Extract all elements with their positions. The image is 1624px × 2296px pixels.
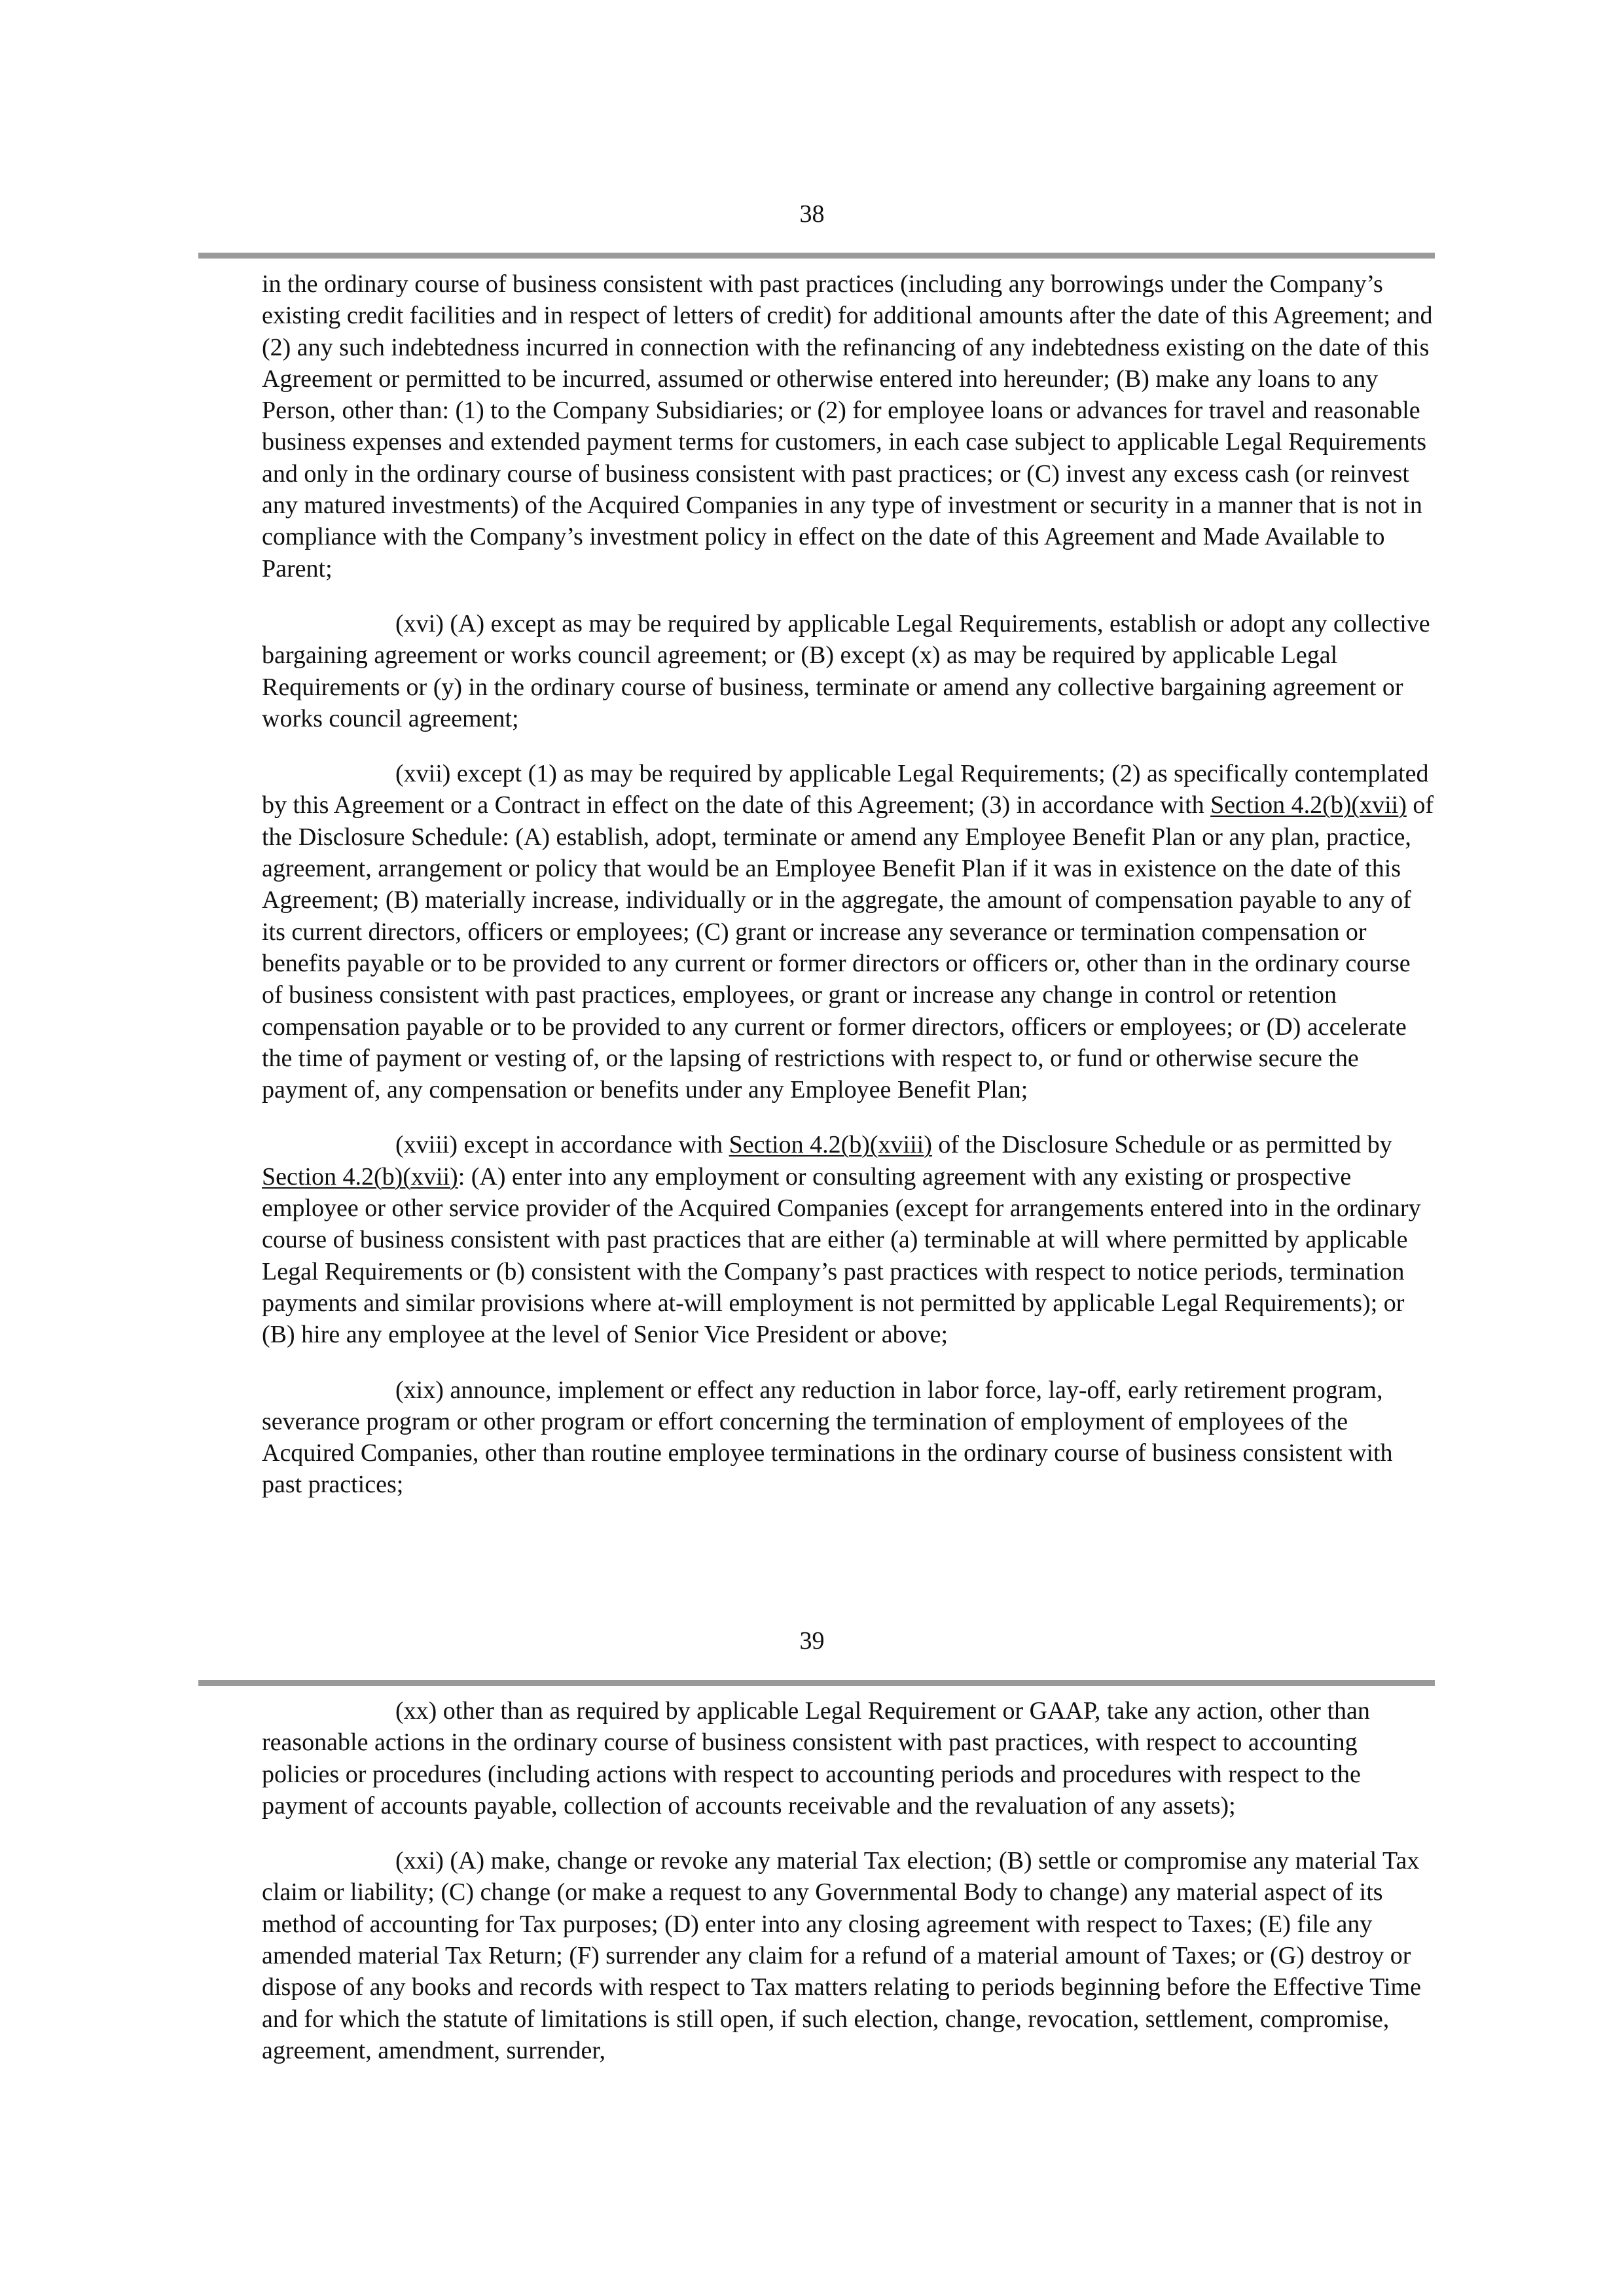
clause-xx (262, 1695, 1434, 1821)
clause-text: of the Disclosure Schedule or as permitted by (931, 1131, 1392, 1159)
page-number-39: 39 (799, 1627, 825, 1655)
page-divider-bottom (198, 1680, 1435, 1686)
clause-xix (262, 1374, 1434, 1501)
clause-text: (xix) announce, implement or effect any reduction in labor force, lay-off, early retirement program, severance program or other program or effort concerning the termination of employment of employees of the Acquired Companies, other than routine employee terminations in the ordinary course of business consistent with past practices; (262, 1376, 1393, 1499)
clause-text: : (A) enter into any employment or consulting agreement with any existing or prospective employee or other service provider of the Acquired Companies (except for arrangements entered into in the ordinary course of business consistent with past practices that are either (a) terminable at will where permitted by applicable Legal Requirements or (b) consistent with the Company’s past practices with respect to notice periods, termination payments and similar provisions where at-will employment is not permitted by applicable Legal Requirements); or (B) hire any employee at the level of Senior Vice President or above; (262, 1162, 1421, 1349)
page-38-body (262, 268, 1434, 1524)
page-number-38: 38 (799, 200, 825, 228)
clause-xxi (262, 1845, 1434, 2066)
clause-xviii (262, 1129, 1434, 1350)
clause-text: (xx) other than as required by applicable Legal Requirement or GAAP, take any action, other than reasonable actions in the ordinary course of business consistent with past practices, with respect to accounting policies or procedures (including actions with respect to accounting periods and procedures with respect to the payment of accounts payable, collection of accounts receivable and the revaluation of any assets); (262, 1697, 1370, 1820)
clause-text: in the ordinary course of business consistent with past practices (including any borrowings under the Company’s existing credit facilities and in respect of letters of credit) for additional amounts after the date of this Agreement; and (2) any such indebtedness incurred in connection with the refinancing of any indebtedness existing on the date of this Agreement or permitted to be incurred, assumed or otherwise entered into hereunder; (B) make any loans to any Person, other than: (1) to the Company Subsidiaries; or (2) for employee loans or advances for travel and reasonable business expenses and extended payment terms for customers, in each case subject to applicable Legal Requirements and only in the ordinary course of business consistent with past practices; or (C) invest any excess cash (or reinvest any matured investments) of the Acquired Companies in any type of investment or security in a manner that is not in compliance with the Company’s investment policy in effect on the date of this Agreement and Made Available to Parent; (262, 270, 1433, 583)
clause-text: (xviii) except in accordance with (395, 1131, 729, 1159)
clause-text: (xvii) except (1) as may be required by applicable Legal Requirements; (2) as specifically contemplated by this Agreement or a Contract in effect on the date of this Agreement; (3) in accordance with (262, 760, 1429, 819)
clause-text: of the Disclosure Schedule: (A) establish, adopt, terminate or amend any Employee Benefit Plan or any plan, practice, agreement, arrangement or policy that would be an Employee Benefit Plan if it was in existence on the date of this Agreement; (B) materially increase, individually or in the aggregate, the amount of compensation payable to any of its current directors, officers or employees; (C) grant or increase any severance or termination compensation or benefits payable or to be provided to any current or former directors or officers or, other than in the ordinary course of business consistent with past practices, employees, or grant or increase any change in control or retention compensation payable or to be provided to any current or former directors, officers or employees; or (D) accelerate the time of payment or vesting of, or the lapsing of restrictions with respect to, or fund or otherwise secure the payment of, any compensation or benefits under any Employee Benefit Plan; (262, 791, 1434, 1104)
clause-text: (xvi) (A) except as may be required by applicable Legal Requirements, establish or adopt any collective bargaining agreement or works council agreement; or (B) except (x) as may be required by applicable Legal Requirements or (y) in the ordinary course of business, terminate or amend any collective bargaining agreement or works council agreement; (262, 609, 1430, 732)
clause-xvii (262, 758, 1434, 1105)
clause-xv-cont (262, 268, 1434, 584)
page-divider-top (198, 253, 1435, 259)
clause-text: (xxi) (A) make, change or revoke any material Tax election; (B) settle or compromise any material Tax claim or liability; (C) change (or make a request to any Governmental Body to change) any material aspect of its method of accounting for Tax purposes; (D) enter into any closing agreement with respect to Taxes; (E) file any amended material Tax Return; (F) surrender any claim for a refund of a material amount of Taxes; or (G) destroy or dispose of any books and records with respect to Tax matters relating to periods beginning before the Effective Time and for which the statute of limitations is still open, if such election, change, revocation, settlement, compromise, agreement, amendment, surrender, (262, 1847, 1421, 2064)
page-39-body (262, 1695, 1434, 2090)
section-reference: Section 4.2(b)(xvii) (1210, 791, 1407, 819)
section-reference: Section 4.2(b)(xvii) (262, 1162, 458, 1191)
clause-xvi (262, 608, 1434, 734)
section-reference: Section 4.2(b)(xviii) (729, 1131, 932, 1159)
